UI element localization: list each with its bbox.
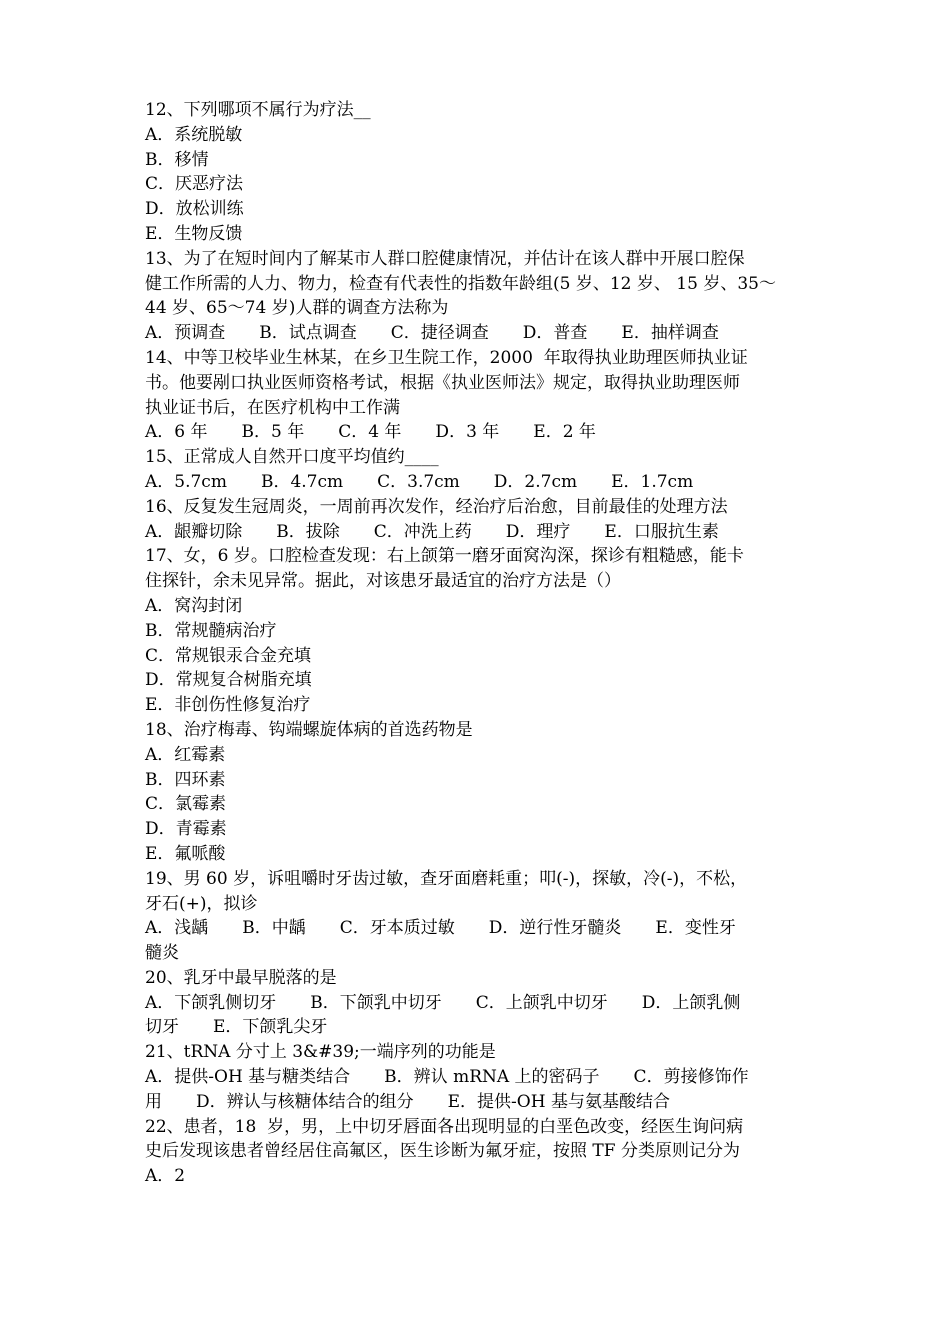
text-line: 20、乳牙中最早脱落的是 (145, 967, 337, 988)
text-line: 44 岁、65～74 岁)人群的调查方法称为 (145, 298, 449, 319)
text-line: 15、正常成人自然开口度平均值约____ (145, 447, 439, 468)
text-line: E．非创伤性修复治疗 (145, 695, 311, 716)
text-line: 书。他要剐口执业医师资格考试，根据《执业医师法》规定，取得执业助理医师 (145, 372, 740, 393)
text-line: C．氯霉素 (145, 794, 227, 815)
text-line: A．下颌乳侧切牙 B．下颌乳中切牙 C．上颌乳中切牙 D．上颌乳侧 (145, 992, 741, 1013)
text-line: 执业证书后，在医疗机构中工作满 (145, 397, 400, 418)
text-line: A．6 年 B．5 年 C．4 年 D．3 年 E．2 年 (145, 422, 596, 443)
text-line: C．常规银汞合金充填 (145, 645, 312, 666)
text-line: A．龈瓣切除 B．拔除 C．冲洗上药 D．理疗 E．口服抗生素 (145, 521, 719, 542)
text-line: 22、患者，18 岁，男，上中切牙唇面各出现明显的白垩色改变，经医生询问病 (145, 1116, 744, 1137)
text-line: C．厌恶疗法 (145, 174, 244, 195)
text-line: 住探针，余未见异常。据此，对该患牙最适宜的治疗方法是（） (145, 571, 621, 592)
text-line: 切牙 E．下颌乳尖牙 (145, 1017, 328, 1038)
text-line: 14、中等卫校毕业生林某，在乡卫生院工作，2000 年取得执业助理医师执业证 (145, 347, 748, 368)
text-line: E．氟哌酸 (145, 843, 226, 864)
text-line: E．生物反馈 (145, 223, 243, 244)
text-line: 髓炎 (145, 943, 179, 964)
text-line: B．移情 (145, 149, 209, 170)
text-line: 12、下列哪项不属行为疗法__ (145, 100, 371, 120)
text-line: 牙石(+)，拟诊 (145, 893, 258, 914)
text-line: B．常规髓病治疗 (145, 620, 277, 641)
text-line: 健工作所需的人力、物力，检查有代表性的指数年龄组(5 岁、12 岁、 15 岁、35～ (145, 273, 776, 294)
text-line: A．窝沟封闭 (145, 595, 243, 616)
text-line: D．放松训练 (145, 199, 244, 220)
text-line: D．青霉素 (145, 819, 227, 840)
text-line: 21、tRNA 分寸上 3&#39;一端序列的功能是 (145, 1042, 496, 1063)
text-line: 18、治疗梅毒、钩端螺旋体病的首选药物是 (145, 719, 473, 740)
text-line: A．预调查 B．试点调查 C．捷径调查 D．普查 E．抽样调查 (145, 323, 719, 344)
text-line: 史后发现该患者曾经居住高氟区，医生诊断为氟牙症，按照 TF 分类原则记分为 (145, 1141, 740, 1162)
text-line: A．红霉素 (145, 744, 226, 765)
text-line: A．2 (145, 1166, 186, 1187)
text-line: B．四环素 (145, 769, 226, 790)
text-line: D．常规复合树脂充填 (145, 670, 312, 691)
text-line: A．5.7cm B．4.7cm C．3.7cm D．2.7cm E．1.7cm (145, 471, 694, 492)
text-line: A．系统脱敏 (145, 124, 243, 145)
text-line: 16、反复发生冠周炎，一周前再次发作，经治疗后治愈，目前最佳的处理方法 (145, 496, 728, 517)
text-line: 13、为了在短时间内了解某市人群口腔健康情况，并估计在该人群中开展口腔保 (145, 248, 745, 269)
text-line: A．提供-OH 基与糖类结合 B．辨认 mRNA 上的密码子 C．剪接修饰作 (145, 1067, 749, 1088)
text-line: 用 D．辨认与核糖体结合的组分 E．提供-OH 基与氨基酸结合 (145, 1091, 670, 1112)
text-line: 17、女，6 岁。口腔检查发现：右上颌第一磨牙面窝沟深，探诊有粗糙感，能卡 (145, 546, 744, 567)
document-body (145, 98, 815, 1189)
text-line: 19、男 60 岁，诉咀嚼时牙齿过敏，查牙面磨耗重；叩(-)，探敏，冷(-)，不松， (145, 868, 748, 889)
text-line: A．浅龋 B．中龋 C．牙本质过敏 D．逆行性牙髓炎 E．变性牙 (145, 918, 736, 939)
